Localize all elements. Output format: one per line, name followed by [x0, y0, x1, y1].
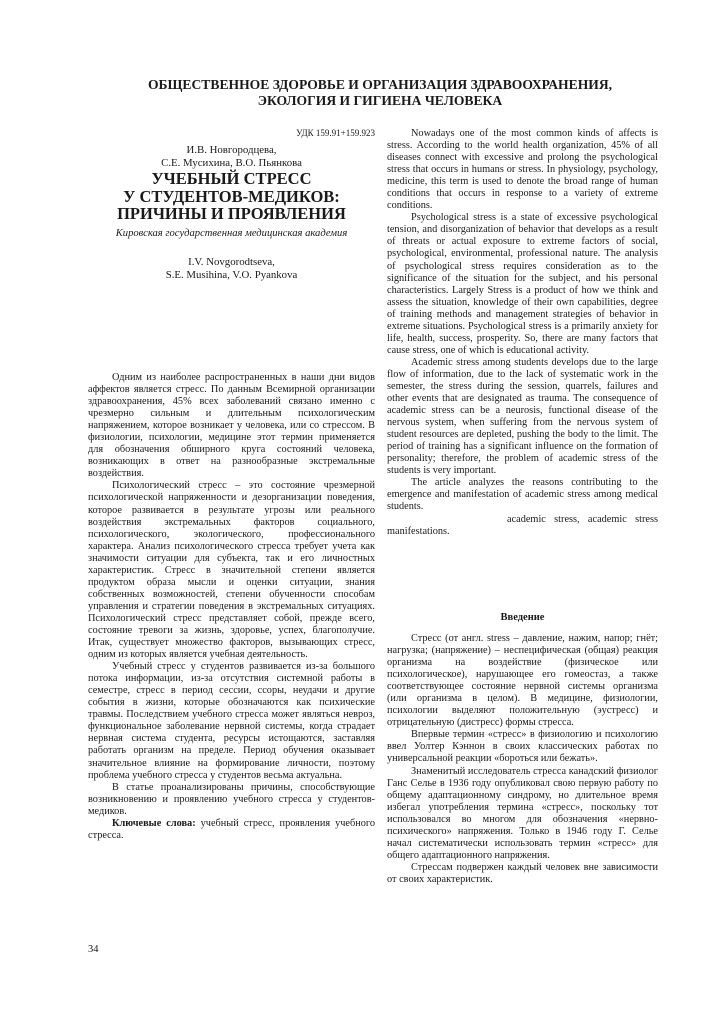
abstract-paragraph: Одним из наиболее распространенных в наши дни видов аффектов является стресс. По данным Всемирной организации здравоохранения, 45% всех заболеваний связано именно с чрезмерно сильным и длительным психологическим напряжением, которое возникает у человека, или со стрессом. В физиологии, психологии, медицине этот термин применяется для обозначения обширного круга состояний человека, возникающих в ответ на разнообразные экстремальные воздействия.: [88, 372, 375, 480]
abstract-paragraph: В статье проанализированы причины, способствующие возникновению и проявлению учебного стресса у студентов-медиков.: [88, 781, 375, 817]
keywords-label: Ключевые слова:: [112, 817, 196, 829]
author-line: I.V. Novgorodtseva,: [188, 256, 275, 268]
authors-en: [88, 256, 375, 282]
abstract-en: [387, 128, 658, 538]
abstract-ru: [88, 372, 375, 842]
author-line: S.E. Musihina, V.O. Pyankova: [165, 269, 298, 281]
section-heading: [90, 77, 670, 109]
intro-paragraph: Стресс (от англ. stress – давление, нажим, напор; гнёт; нагрузка; (напряжение) – неспецифическая (общая) реакция организма на воздействие (физическое или психологическое), нарушающее его гомеостаз, а также соответствующее состояние нервной системы организма (или организма в целом). В медицине, физиологии, психологии выделяют положительную (эустресс) и отрицательную (дистресс) формы стресса.: [387, 633, 658, 729]
keywords-ru: [88, 818, 375, 842]
udk-code: УДК 159.91+159.923: [296, 128, 375, 138]
intro-heading: Введение: [500, 612, 545, 623]
keywords-en: [387, 514, 658, 538]
keywords-value: учебный стресс, проявления учебного стресса.: [88, 817, 375, 841]
introduction: [387, 612, 658, 886]
author-line: С.Е. Мусихина, В.О. Пьянкова: [161, 157, 302, 169]
abstract-paragraph: Психологический стресс – это состояние чрезмерной психологической напряженности и дезорганизации поведения, которое развивается в результате угрозы или реального воздействия экстремальных факторов социального, психологического, экологического, профессионального характера. Анализ психологического стресса требует учета как значимости ситуации для субъекта, так и его личностных характеристик. Стресс в значительной степени является продуктом образа мысли и оценки ситуации, знания собственных возможностей, степени обученности способам управления и стратегии поведения в экстремальных ситуациях. Психологический стресс представляет собой, прежде всего, состояние тревоги за жизнь, здоровье, успех, благополучие. Итак, существует множество факторов, вызывающих стресс, одним из которых является учебная деятельность.: [88, 480, 375, 661]
author-line: И.В. Новгородцева,: [186, 144, 277, 156]
title-line: ПРИЧИНЫ И ПРОЯВЛЕНИЯ: [117, 204, 346, 223]
authors-ru: [88, 144, 375, 170]
section-heading-line: ОБЩЕСТВЕННОЕ ЗДОРОВЬЕ И ОРГАНИЗАЦИЯ ЗДРАВООХРАНЕНИЯ,: [147, 77, 613, 92]
keywords-value: academic stress, academic stress manifestations.: [387, 513, 658, 537]
page-number: 34: [88, 944, 99, 955]
intro-paragraph: Впервые термин «стресс» в физиологию и психологию ввел Уолтер Кэннон в своих классических работах по универсальной реакции «бороться или бежать».: [387, 729, 658, 765]
title-line: У СТУДЕНТОВ-МЕДИКОВ:: [123, 186, 340, 206]
affiliation: Кировская государственная медицинская академия: [115, 228, 348, 239]
abstract-paragraph: The article analyzes the reasons contributing to the emergence and manifestation of academic stress among medical students.: [387, 477, 658, 513]
abstract-paragraph: Psychological stress is a state of excessive psychological tension, and disorganization of behavior that develops as a result of threats or actual exposure to extreme factors of social, psychological, environmental, professional nature. The analysis of psychological stress requires consideration as to the significance of the situation for the subject, and his personal characteristics. Largely Stress is a product of how we think and assess the situation, knowledge of their own capabilities, degree of training methods and management strategies of behavior in extreme situations. Psychological stress is a primarily anxiety for life, health, success, prosperity. So, there are many factors that cause stress, one of which is educational activity.: [387, 212, 658, 356]
section-heading-line: ЭКОЛОГИЯ И ГИГИЕНА ЧЕЛОВЕКА: [257, 93, 503, 108]
intro-paragraph: Знаменитый исследователь стресса канадский физиолог Ганс Селье в 1936 году опубликовал свою первую работу по общему адаптационному синдрому, но длительное время избегал употребления термина «стресс», поскольку тот использовался во многом для обозначения «нервно-психического» напряжения. Только в 1946 году Г. Селье начал систематически использовать термин «стресс» для общего адаптационного напряжения.: [387, 765, 658, 861]
title-line: УЧЕБНЫЙ СТРЕСС: [151, 169, 312, 188]
intro-paragraph: Стрессам подвержен каждый человек вне зависимости от своих характеристик.: [387, 861, 658, 885]
abstract-paragraph: Academic stress among students develops due to the large flow of information, due to the lack of systematic work in the semester, the stress during the session, quarrels, failures and other events that are designated as trauma. The consequence of academic stress can be a neurosis, functional disease of the nervous system, when suffering from the nervous system of student resources are depleted, pushing the body to the limit. The period of training has a significant influence on the formation of personality; therefore, the problem of academic stress of the students is very important.: [387, 356, 658, 477]
article-title: [88, 170, 375, 223]
abstract-paragraph: Учебный стресс у студентов развивается из-за большого потока информации, из-за отсутствия системной работы в семестре, стресс в период сессии, ссоры, неудачи и другие события в жизни, которые обозначаются как психические травмы. Последствием учебного стресса может являться невроз, функциональное заболевание нервной системы, когда страдает нервная система студента, ресурсы истощаются, заставляя работать организм на пределе. Период обучения оказывает значительное влияние на формирование личности, поэтому проблема учебного стресса у студентов весьма актуальна.: [88, 661, 375, 781]
abstract-paragraph: Nowadays one of the most common kinds of affects is stress. According to the world health organization, 45% of all diseases connect with excessive and prolong the psychological stress that occurs in humans or stress. In physiology, psychology, medicine, this term is used to denote the broad range of human conditions that occurs in response to a variety of extreme conditions.: [387, 128, 658, 212]
